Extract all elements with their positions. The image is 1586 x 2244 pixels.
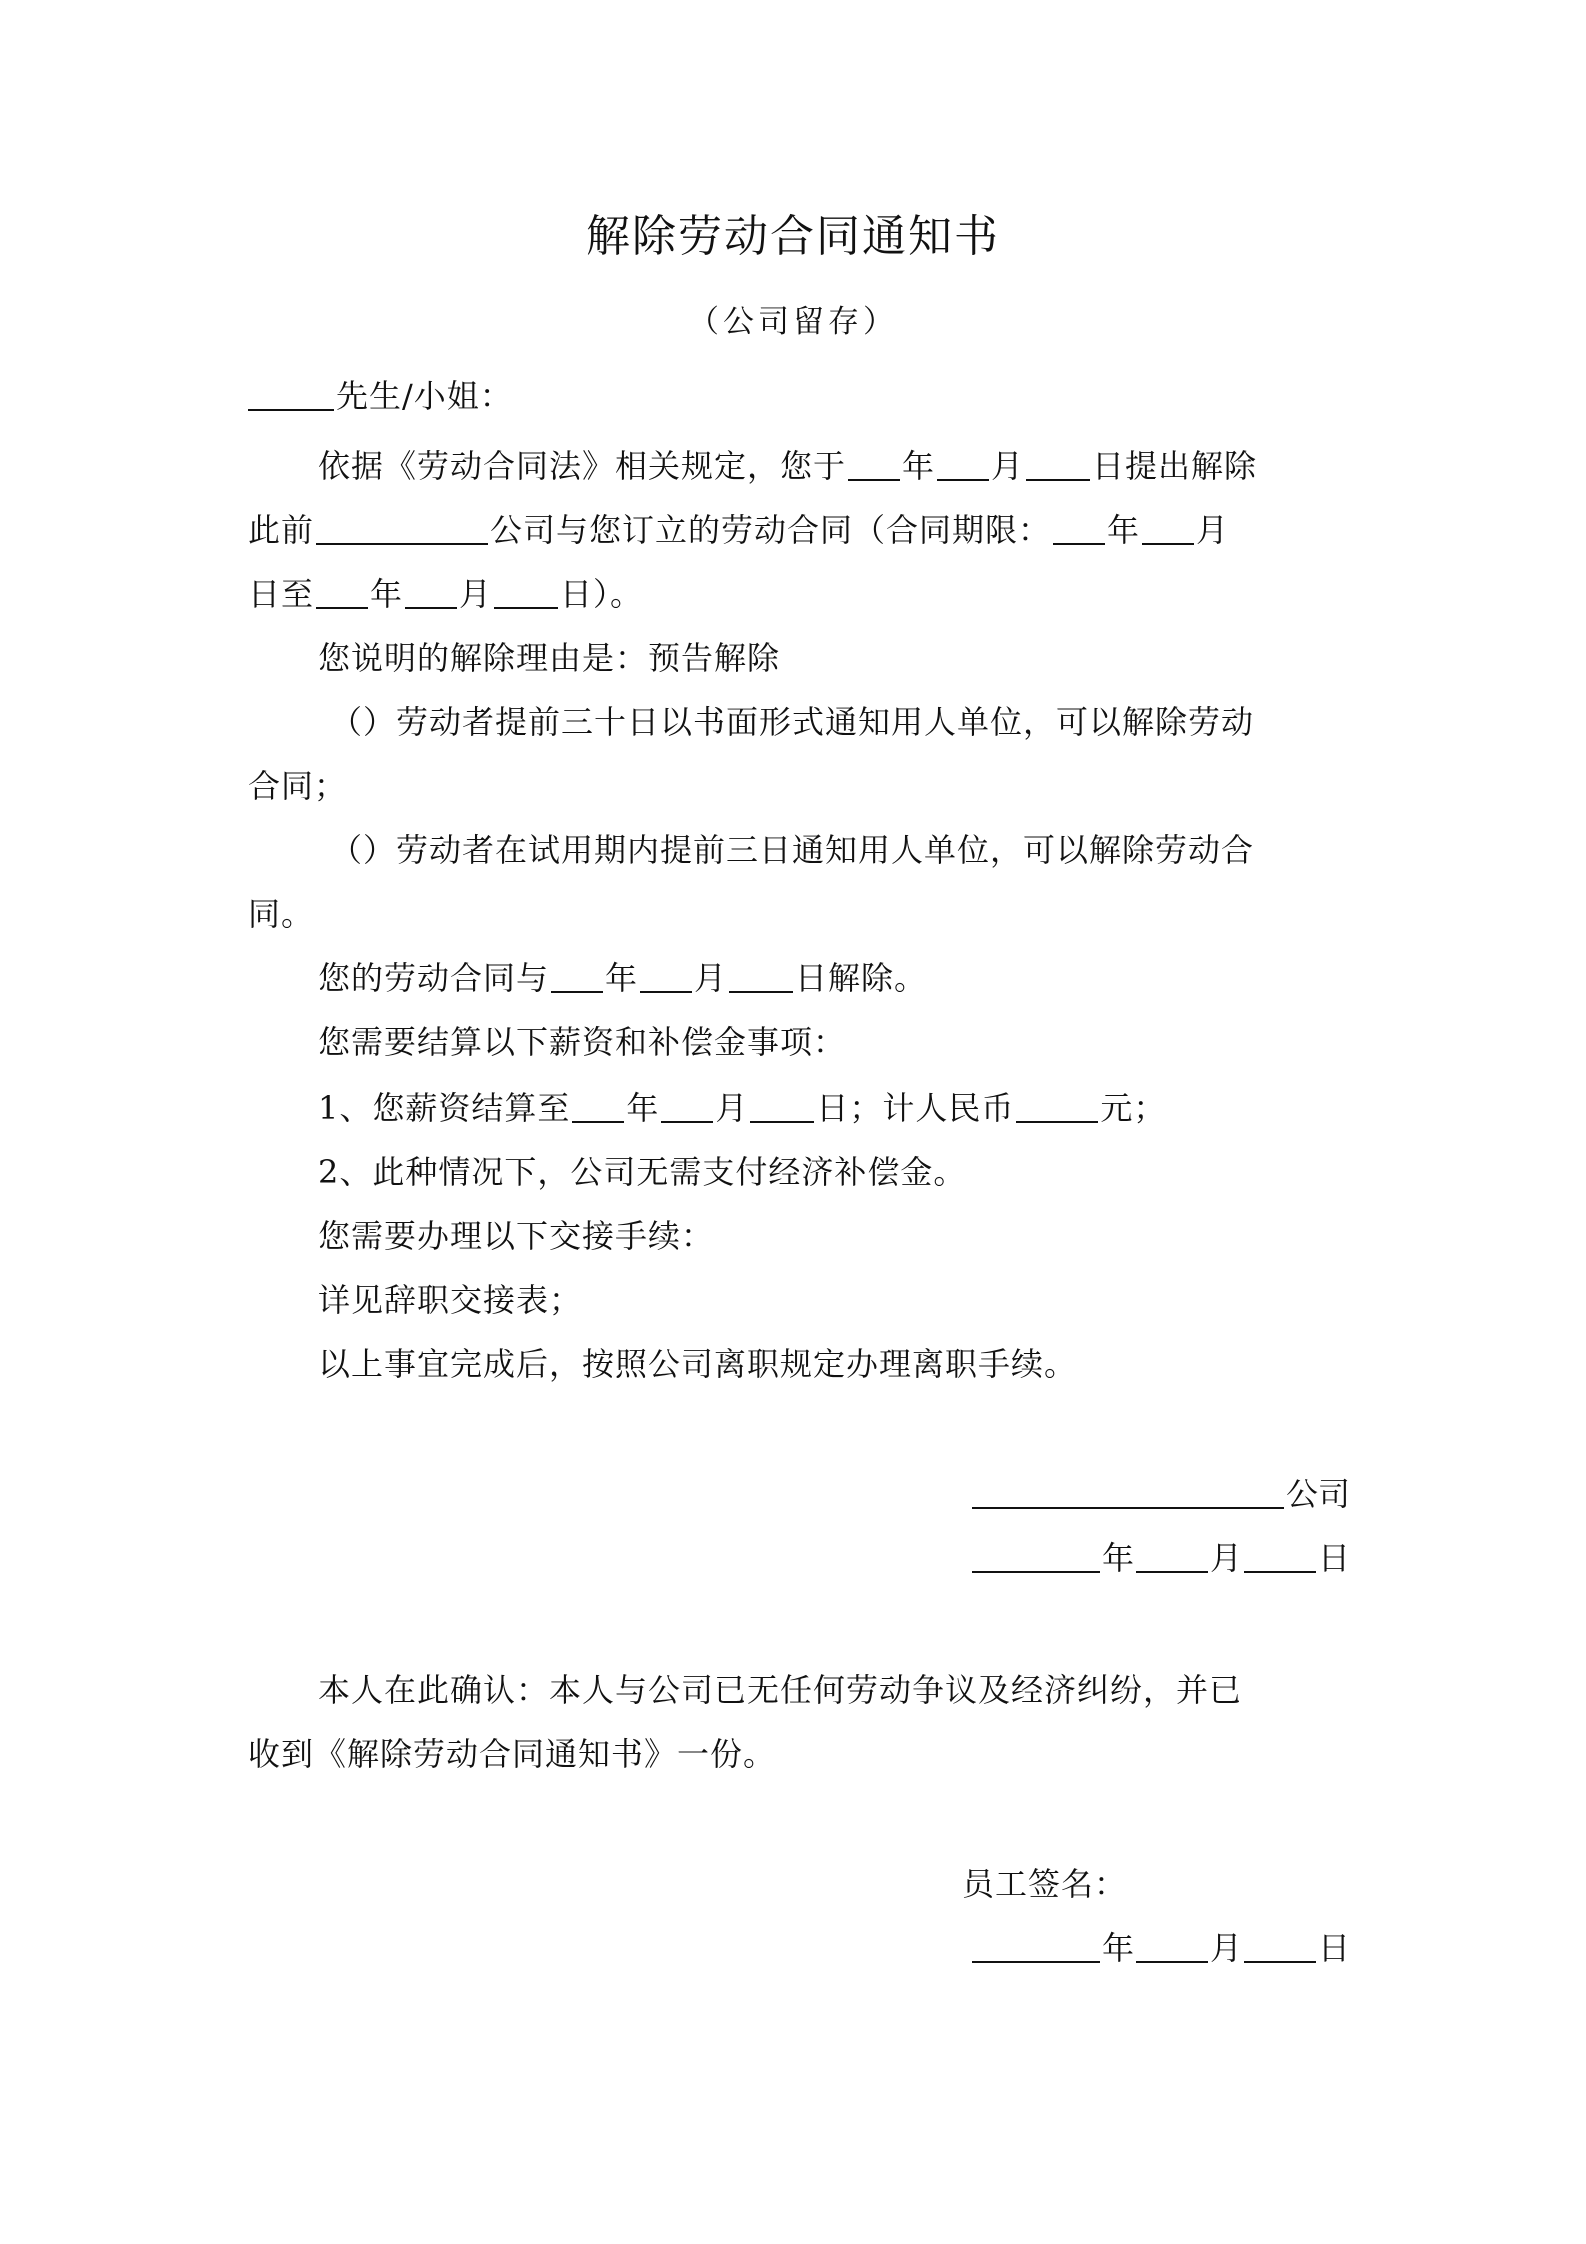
paragraph-1-line-2: 此前 公司与您订立的劳动合同（合同期限： 年 月 (248, 511, 1230, 549)
confirmation-line-2: 收到《解除劳动合同通知书》一份。 (248, 1735, 777, 1773)
settlement-item-1: 1、您薪资结算至 年 月 日；计人民币 元； (318, 1089, 1167, 1127)
amount-blank (1016, 1089, 1098, 1123)
option-2-line-2: 同。 (248, 895, 315, 933)
company-blank (316, 511, 488, 545)
option-2-line-1: （）劳动者在试用期内提前三日通知用人单位，可以解除劳动合 (330, 831, 1255, 869)
reason-label: 您说明的解除理由是：预告解除 (318, 639, 781, 677)
handover-item-2: 以上事宜完成后，按照公司离职规定办理离职手续。 (318, 1345, 1078, 1383)
employee-signature-label: 员工签名： (962, 1865, 1128, 1903)
termination-date-line: 您的劳动合同与 年 月 日解除。 (318, 959, 928, 997)
settlement-label: 您需要结算以下薪资和补偿金事项： (318, 1023, 847, 1061)
company-date-line: 年 月 日 (970, 1538, 1350, 1578)
paragraph-1-line-1: 依据《劳动合同法》相关规定，您于 年 月 日提出解除 (318, 447, 1258, 485)
document-subtitle: （公司留存） (688, 304, 898, 340)
option-1-line-1: （）劳动者提前三十日以书面形式通知用人单位，可以解除劳动 (330, 703, 1255, 741)
company-signature-line: 公司 (970, 1474, 1350, 1514)
employee-date-line: 年 月 日 (970, 1928, 1350, 1968)
option-1-line-2: 合同； (248, 767, 348, 805)
confirmation-line-1: 本人在此确认：本人与公司已无任何劳动争议及经济纠纷，并已 (318, 1671, 1243, 1709)
greeting-line: 先生/小姐： (248, 376, 513, 416)
handover-item-1: 详见辞职交接表； (318, 1281, 583, 1319)
name-blank (248, 377, 334, 411)
settlement-item-2: 2、此种情况下，公司无需支付经济补偿金。 (318, 1153, 967, 1191)
document-title: 解除劳动合同通知书 (586, 211, 1000, 262)
paragraph-1-line-3: 日至 年 月 日）。 (248, 575, 644, 613)
handover-label: 您需要办理以下交接手续： (318, 1217, 715, 1255)
